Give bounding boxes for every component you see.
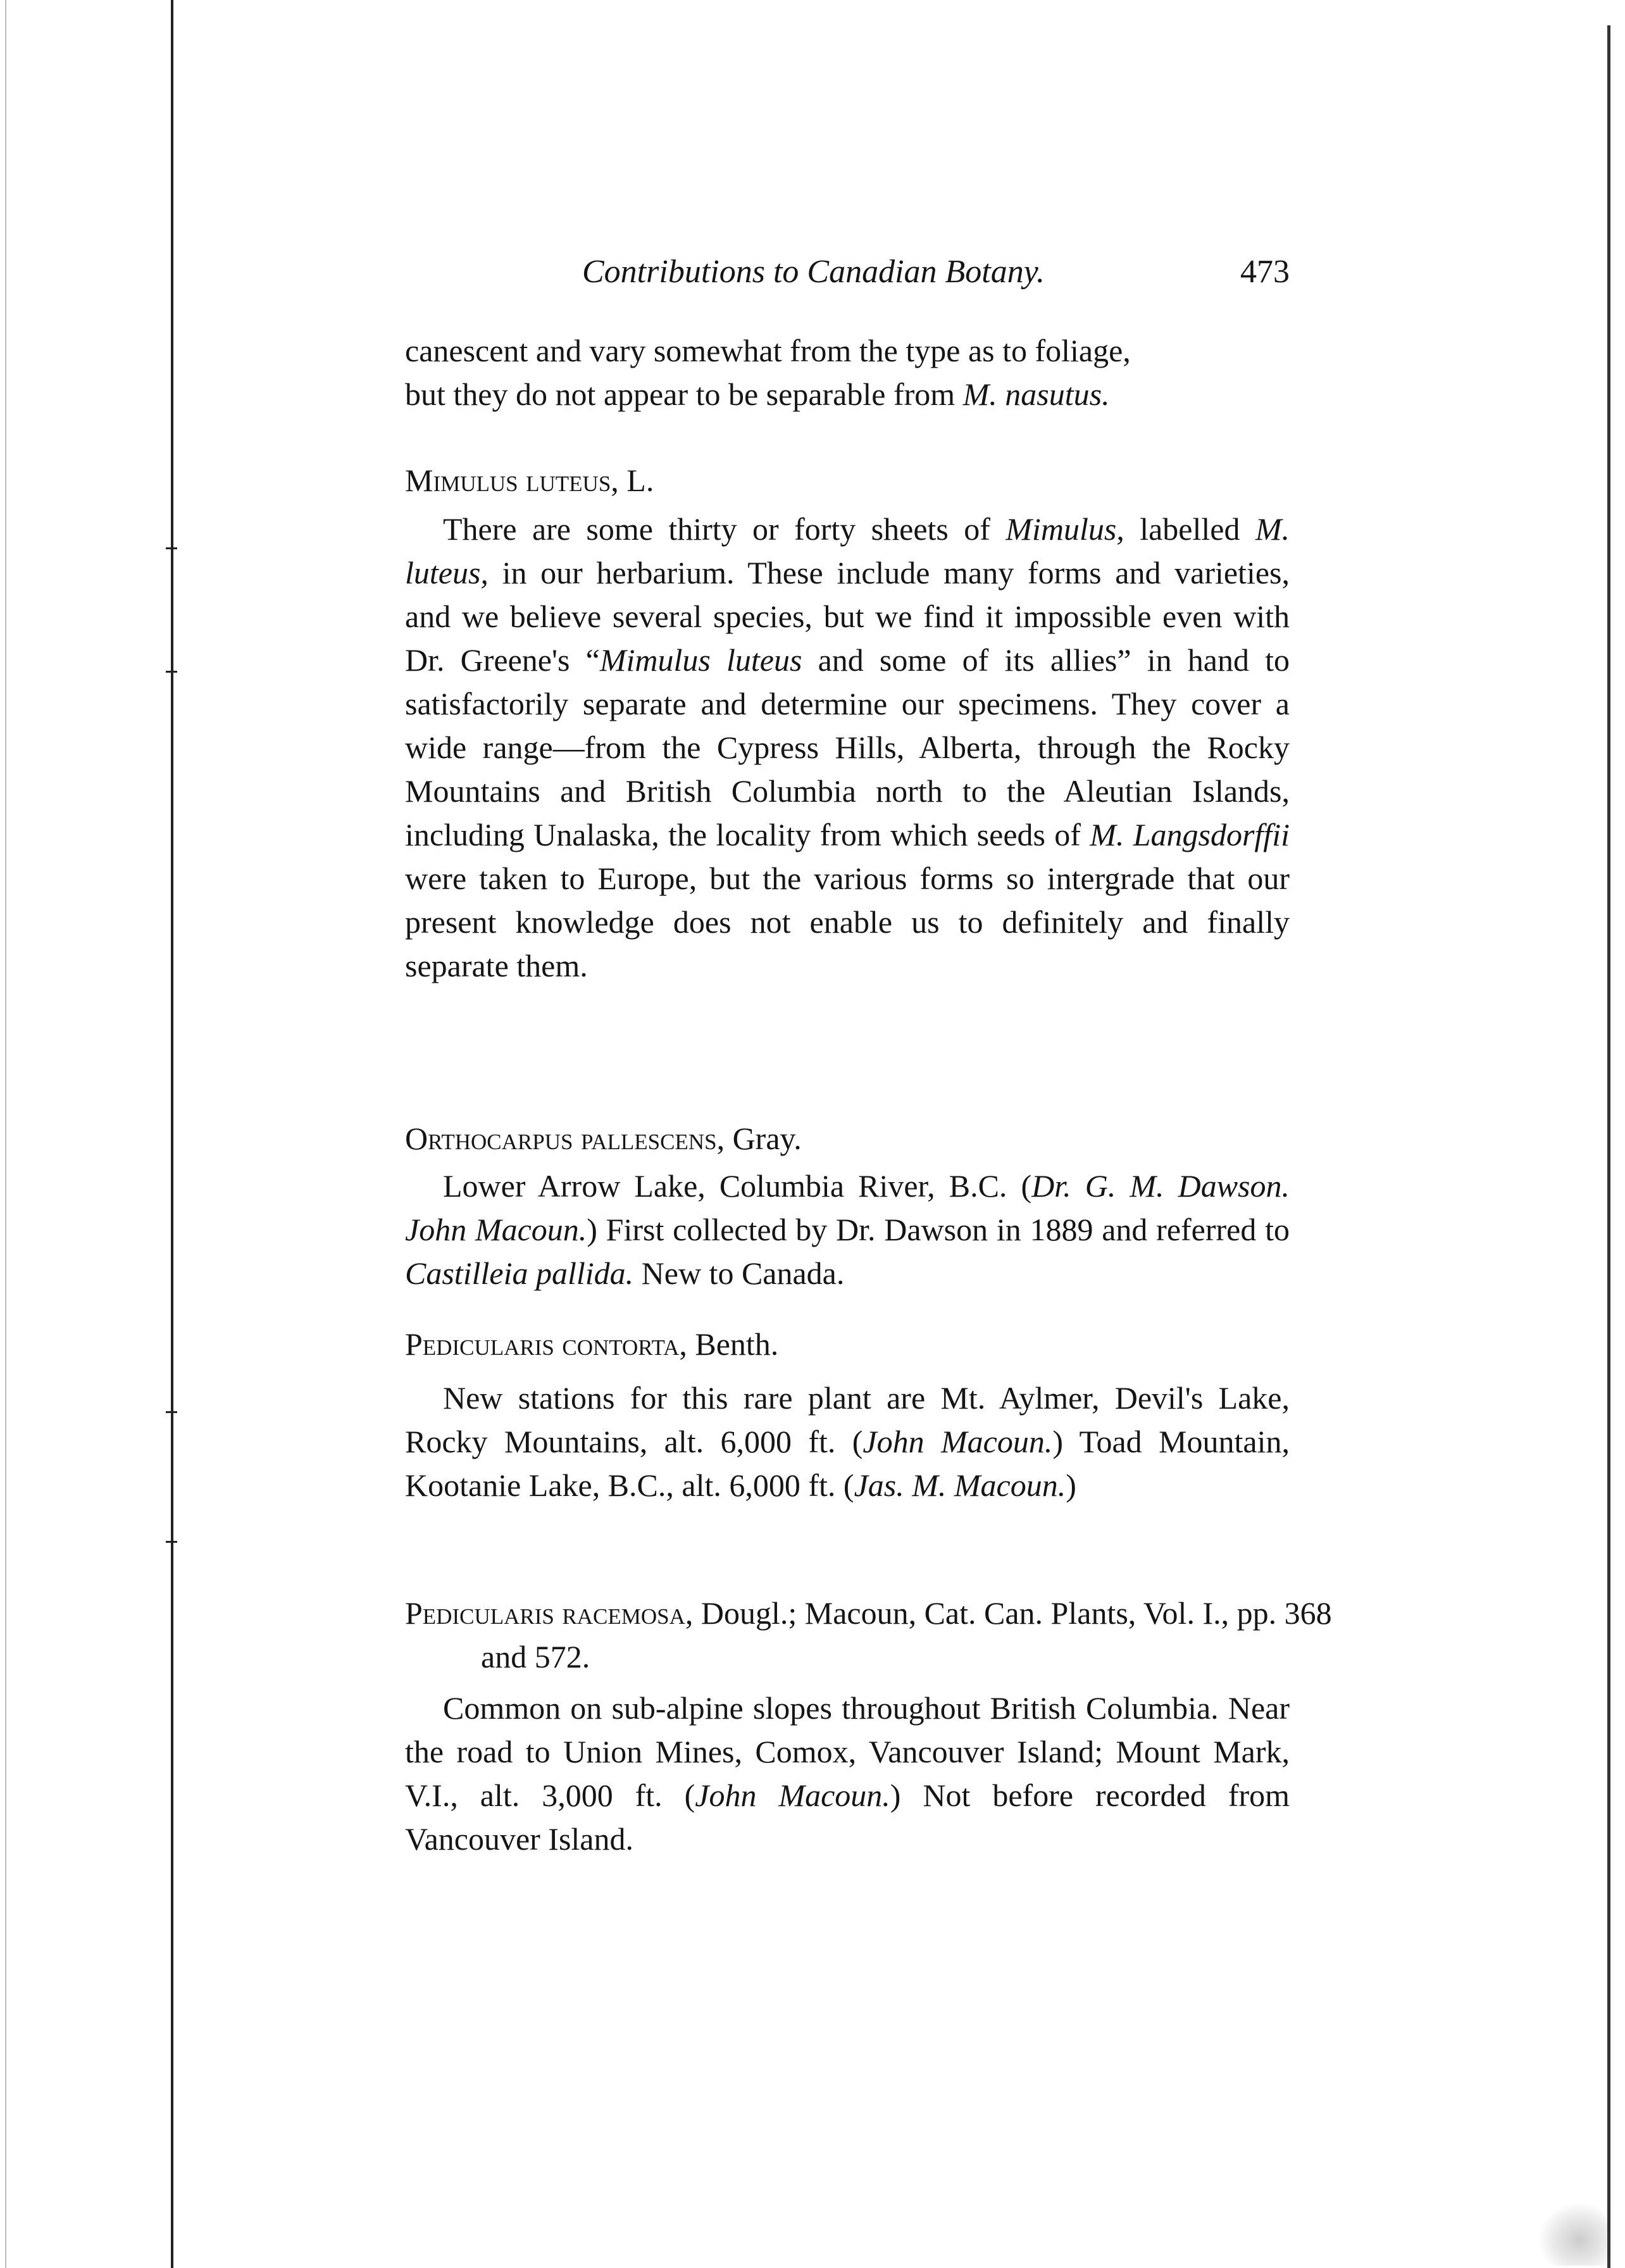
- species-paragraph: [405, 1164, 1290, 1295]
- species-author: , Dougl.; Macoun, Cat. Can. Plants, Vol. I., pp. 368 and 572.: [481, 1595, 1332, 1674]
- running-title: Contributions to Canadian Botany.: [582, 254, 1045, 290]
- italic-run: Mimulus luteus: [599, 642, 802, 678]
- species-heading: [405, 1323, 1290, 1366]
- binding-tick: [166, 547, 177, 549]
- binding-rule-left: [171, 0, 173, 2268]
- text-run: ) Toad Mountain, Kootanie Lake, B.C., alt. 6,000 ft. (: [405, 1424, 1290, 1503]
- species-paragraph: [405, 508, 1290, 988]
- italic-run: Castilleia pallida.: [405, 1256, 634, 1291]
- text-line: canescent and vary somewhat from the type as to foliage,: [405, 333, 1131, 368]
- text-run: ) Not before recorded from Vancouver Island.: [405, 1778, 1290, 1857]
- text-run: were taken to Europe, but the various forms so intergrade that our present knowledge does not enable us to definitely and finally separate them.: [405, 861, 1290, 983]
- species-name: Pedicularis racemosa: [405, 1595, 685, 1631]
- species-name: Pedicularis contorta: [405, 1326, 680, 1362]
- species-author: , L.: [611, 463, 654, 498]
- italic-run: Dr. G. M. Dawson. John Macoun.: [405, 1168, 1290, 1247]
- species-heading: [405, 459, 1290, 502]
- text-run: New stations for this rare plant are Mt. Aylmer, Devil's Lake, Rocky Mountains, alt. 6,000 ft. (: [405, 1380, 1290, 1459]
- text-run: ): [1066, 1467, 1076, 1503]
- text-run: There are some thirty or forty sheets of: [443, 511, 1006, 547]
- page-number: 473: [1240, 254, 1290, 290]
- text-run: and some of its allies” in hand to satisfactorily separate and determine our specimens. They cover a wide range—from the Cypress Hills, Alberta, through the Rocky Mountains and British Columbia north to the Aleutian Islands, including Unalaska, the locality from which seeds of: [405, 642, 1290, 852]
- italic-run: John Macoun.: [862, 1424, 1053, 1459]
- italic-run: John Macoun.: [695, 1778, 890, 1813]
- italic-run: Mimulus,: [1006, 511, 1124, 547]
- species-heading: [405, 1592, 1366, 1679]
- species-author: , Gray.: [716, 1121, 802, 1156]
- species-name: M. nasutus.: [962, 377, 1110, 412]
- species-author: , Benth.: [679, 1326, 779, 1362]
- species-paragraph: [405, 1376, 1290, 1507]
- page-edge-line: [5, 0, 6, 2268]
- text-run: Lower Arrow Lake, Columbia River, B.C. (: [443, 1168, 1032, 1204]
- binding-tick: [166, 1541, 177, 1543]
- text-run: New to Canada.: [633, 1256, 845, 1291]
- species-name: Orthocarpus pallescens: [405, 1121, 717, 1156]
- text-run: ) First collected by Dr. Dawson in 1889 and referred to: [587, 1212, 1290, 1247]
- running-head: [405, 253, 1290, 304]
- italic-run: M. Langsdorffii: [1090, 817, 1290, 852]
- species-heading: [405, 1117, 1290, 1161]
- species-name: Mimulus luteus: [405, 463, 611, 498]
- species-paragraph: [405, 1686, 1290, 1861]
- text-run: Common on sub-alpine slopes throughout British Columbia. Near the road to Union Mines, Comox, Vancouver Island; Mount Mark, V.I., alt. 3,000 ft. (: [405, 1690, 1290, 1813]
- text-run: labelled: [1124, 511, 1255, 547]
- italic-run: Jas. M. Macoun.: [854, 1467, 1066, 1503]
- italic-run: M. luteus,: [405, 511, 1290, 590]
- binding-tick: [166, 1411, 177, 1413]
- page-corner-smudge: [1538, 2202, 1607, 2265]
- binding-tick: [166, 671, 177, 673]
- binding-rule-right: [1607, 25, 1610, 2268]
- text-run: but they do not appear to be separable from: [405, 377, 963, 412]
- continuation-paragraph: [405, 329, 1290, 416]
- text-run: in our herbarium. These include many forms and varieties, and we believe several species, but we find it impossible even with Dr. Greene's “: [405, 555, 1290, 678]
